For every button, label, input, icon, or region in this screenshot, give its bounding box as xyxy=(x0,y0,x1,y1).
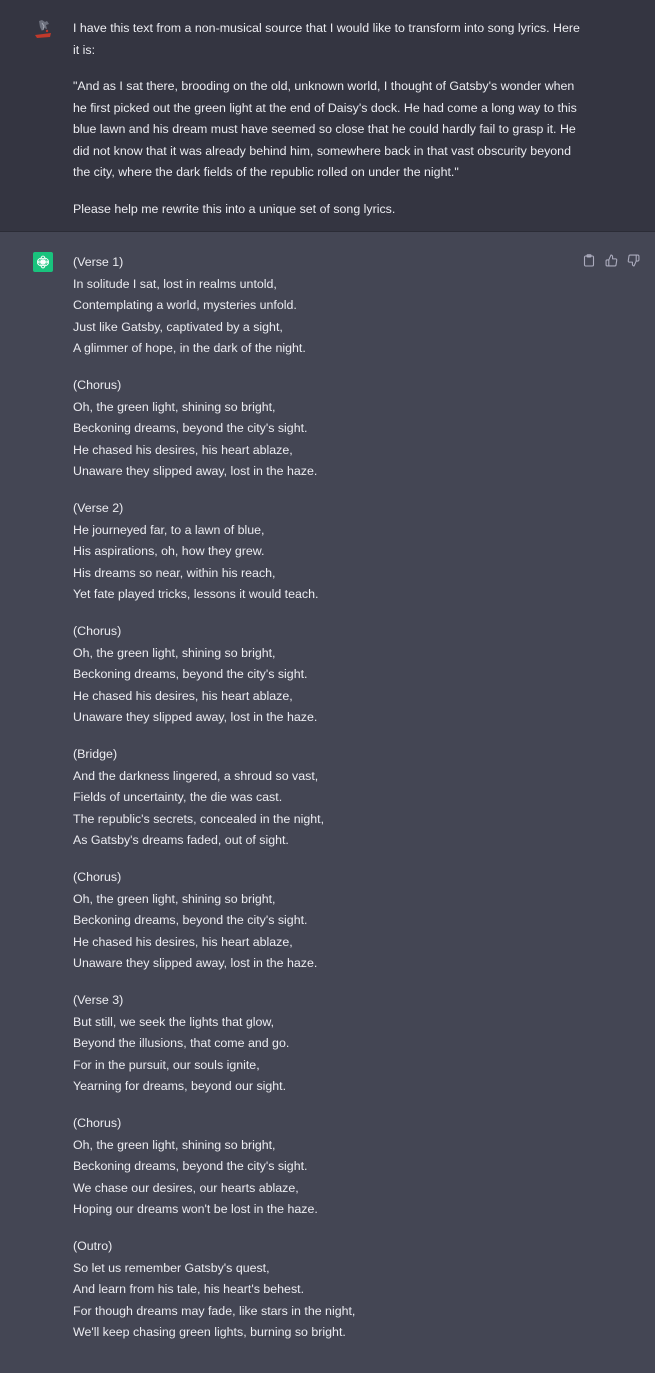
stanza-label: (Outro) xyxy=(73,1239,113,1253)
lyric-line: But still, we seek the lights that glow, xyxy=(73,1014,275,1029)
lyric-line: Oh, the green light, shining so bright, xyxy=(73,1137,276,1152)
lyric-line: Oh, the green light, shining so bright, xyxy=(73,645,276,660)
lyric-line: Beyond the illusions, that come and go. xyxy=(73,1036,290,1050)
lyric-line: For though dreams may fade, like stars in the night, xyxy=(73,1303,356,1318)
user-message-text xyxy=(73,18,583,235)
lyrics-stanza-verse-3 xyxy=(73,990,583,1098)
lyric-line: Unaware they slipped away, lost in the haze. xyxy=(73,710,318,724)
openai-logo-icon xyxy=(33,252,53,272)
lyric-line: Beckoning dreams, beyond the city's sight. xyxy=(73,421,308,435)
lyric-line: He chased his desires, his heart ablaze, xyxy=(73,934,293,949)
stanza-label: (Verse 1) xyxy=(73,255,124,269)
stanza-label: (Verse 3) xyxy=(73,993,124,1007)
lyric-line: For in the pursuit, our souls ignite, xyxy=(73,1057,260,1072)
lyric-line: In solitude I sat, lost in realms untold, xyxy=(73,276,277,291)
lyric-line: Oh, the green light, shining so bright, xyxy=(73,891,276,906)
copy-button[interactable] xyxy=(581,252,597,268)
lyric-line: We chase our desires, our hearts ablaze, xyxy=(73,1180,299,1195)
lyric-line: Yet fate played tricks, lessons it would teach. xyxy=(73,587,319,601)
thumbs-down-icon xyxy=(627,254,640,267)
lyric-line: As Gatsby's dreams faded, out of sight. xyxy=(73,833,289,847)
lyric-line: His dreams so near, within his reach, xyxy=(73,565,276,580)
lyrics-stanza-outro xyxy=(73,1236,583,1344)
user-avatar-icon xyxy=(33,18,53,38)
lyrics-stanza-verse-1 xyxy=(73,252,583,360)
lyric-line: He journeyed far, to a lawn of blue, xyxy=(73,522,265,537)
lyrics-stanza-chorus xyxy=(73,375,583,483)
lyric-line: Hoping our dreams won't be lost in the haze. xyxy=(73,1202,318,1216)
lyrics-stanza-bridge xyxy=(73,744,583,852)
lyric-line: Oh, the green light, shining so bright, xyxy=(73,399,276,414)
lyric-line: And the darkness lingered, a shroud so vast, xyxy=(73,768,319,783)
lyric-line: The republic's secrets, concealed in the night, xyxy=(73,811,325,826)
lyric-line: Beckoning dreams, beyond the city's sight. xyxy=(73,1159,308,1173)
lyric-line: He chased his desires, his heart ablaze, xyxy=(73,688,293,703)
stanza-label: (Chorus) xyxy=(73,378,122,392)
lyrics-stanza-chorus xyxy=(73,1113,583,1221)
stanza-label: (Chorus) xyxy=(73,870,122,884)
lyrics-stanza-verse-2 xyxy=(73,498,583,606)
message-paragraph: "And as I sat there, brooding on the old, unknown world, I thought of Gatsby's wonder when he first picked out the green light at the end of Daisy's dock. He had come a long way to this blue lawn and his dream must have seemed so close that he could hardly fail to grasp it. He did not know that it was already behind him, somewhere back in that vast obscurity beyond the city, where the dark fields of the republic rolled on under the night." xyxy=(73,79,577,179)
lyric-line: Unaware they slipped away, lost in the haze. xyxy=(73,956,318,970)
lyric-line: And learn from his tale, his heart's behest. xyxy=(73,1282,305,1296)
stanza-label: (Bridge) xyxy=(73,747,118,761)
lyric-line: Just like Gatsby, captivated by a sight, xyxy=(73,319,283,334)
lyric-line: His aspirations, oh, how they grew. xyxy=(73,544,265,558)
lyric-line: We'll keep chasing green lights, burning so bright. xyxy=(73,1325,346,1339)
lyric-line: A glimmer of hope, in the dark of the night. xyxy=(73,341,306,355)
lyric-line: So let us remember Gatsby's quest, xyxy=(73,1260,270,1275)
message-paragraph: I have this text from a non-musical source that I would like to transform into song lyrics. Here it is: xyxy=(73,21,580,57)
stanza-label: (Verse 2) xyxy=(73,501,124,515)
lyric-line: He chased his desires, his heart ablaze, xyxy=(73,442,293,457)
thumbs-up-button[interactable] xyxy=(603,252,619,268)
lyric-line: Contemplating a world, mysteries unfold. xyxy=(73,298,297,312)
thumbs-down-button[interactable] xyxy=(625,252,641,268)
stanza-label: (Chorus) xyxy=(73,1116,122,1130)
stanza-label: (Chorus) xyxy=(73,624,122,638)
message-paragraph: Please help me rewrite this into a unique set of song lyrics. xyxy=(73,201,396,216)
message-actions xyxy=(581,252,641,268)
lyric-line: Yearning for dreams, beyond our sight. xyxy=(73,1079,287,1093)
clipboard-icon xyxy=(583,254,595,267)
assistant-message xyxy=(0,232,655,1373)
lyric-line: Beckoning dreams, beyond the city's sight. xyxy=(73,667,308,681)
lyrics-stanza-chorus xyxy=(73,867,583,975)
lyric-line: Unaware they slipped away, lost in the haze. xyxy=(73,464,318,478)
user-message xyxy=(0,0,655,232)
lyric-line: Fields of uncertainty, the die was cast. xyxy=(73,790,283,804)
lyric-line: Beckoning dreams, beyond the city's sight. xyxy=(73,913,308,927)
assistant-message-text xyxy=(73,252,583,1359)
thumbs-up-icon xyxy=(605,254,618,267)
lyrics-stanza-chorus xyxy=(73,621,583,729)
